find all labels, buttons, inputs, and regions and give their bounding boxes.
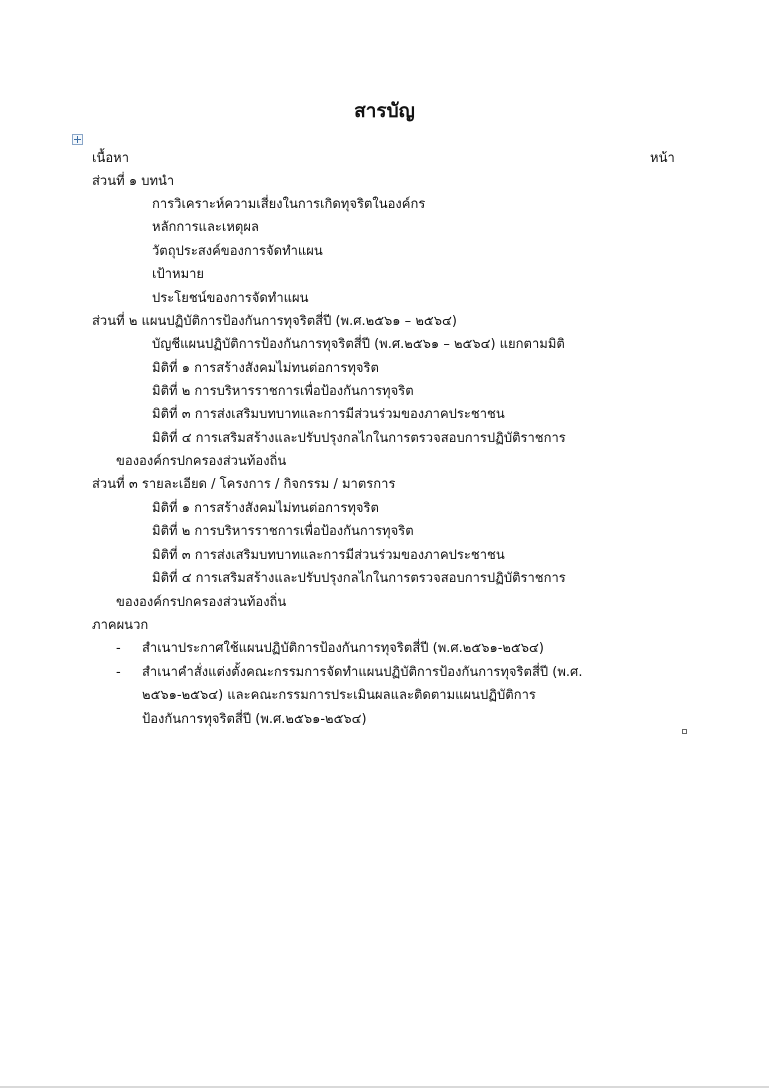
- toc-item: ประโยชน์ของการจัดทำแผน: [152, 291, 309, 306]
- toc-section-2: ส่วนที่ ๒ แผนปฏิบัติการป้องกันการทุจริตสี่ปี (พ.ศ.๒๕๖๑ – ๒๕๖๔): [92, 314, 457, 329]
- toc-appendix-item-continuation: ป้องกันการทุจริตสี่ปี (พ.ศ.๒๕๖๑-๒๕๖๔): [142, 712, 367, 727]
- toc-item: มิติที่ ๑ การสร้างสังคมไม่ทนต่อการทุจริต: [152, 361, 379, 376]
- bullet-dash: -: [116, 665, 121, 680]
- toc-item: เป้าหมาย: [152, 267, 205, 282]
- table-move-handle-icon[interactable]: [72, 134, 83, 145]
- toc-item: มิติที่ ๔ การเสริมสร้างและปรับปรุงกลไกในการตรวจสอบการปฏิบัติราชการ: [152, 431, 566, 446]
- toc-item: มิติที่ ๒ การบริหารราชการเพื่อป้องกันการทุจริต: [152, 524, 414, 539]
- toc-item-continuation: ขององค์กรปกครองส่วนท้องถิ่น: [116, 454, 287, 469]
- toc-item: บัญชีแผนปฏิบัติการป้องกันการทุจริตสี่ปี (พ.ศ.๒๕๖๑ – ๒๕๖๔) แยกตามมิติ: [152, 337, 565, 352]
- bullet-dash: -: [116, 641, 121, 656]
- page-column-header: หน้า: [650, 151, 675, 166]
- toc-item: วัตถุประสงค์ของการจัดทำแผน: [152, 244, 323, 259]
- toc-section-1: ส่วนที่ ๑ บทนำ: [92, 174, 175, 189]
- toc-item-continuation: ขององค์กรปกครองส่วนท้องถิ่น: [116, 595, 287, 610]
- toc-appendix: ภาคผนวก: [92, 618, 149, 633]
- toc-item: มิติที่ ๑ การสร้างสังคมไม่ทนต่อการทุจริต: [152, 501, 379, 516]
- content-column-header: เนื้อหา: [92, 151, 130, 166]
- toc-section-3: ส่วนที่ ๓ รายละเอียด / โครงการ / กิจกรรม / มาตรการ: [92, 477, 396, 492]
- toc-item: การวิเคราะห์ความเสี่ยงในการเกิดทุจริตในองค์กร: [152, 197, 426, 212]
- toc-item: หลักการและเหตุผล: [152, 220, 259, 235]
- toc-item: มิติที่ ๓ การส่งเสริมบทบาทและการมีส่วนร่วมของภาคประชาชน: [152, 407, 505, 422]
- toc-title: สารบัญ: [354, 100, 415, 122]
- toc-appendix-item: สำเนาคำสั่งแต่งตั้งคณะกรรมการจัดทำแผนปฏิบัติการป้องกันการทุจริตสี่ปี (พ.ศ.: [142, 665, 583, 680]
- end-of-cell-marker: [682, 729, 687, 734]
- toc-item: มิติที่ ๒ การบริหารราชการเพื่อป้องกันการทุจริต: [152, 384, 414, 399]
- toc-item: มิติที่ ๔ การเสริมสร้างและปรับปรุงกลไกในการตรวจสอบการปฏิบัติราชการ: [152, 571, 566, 586]
- toc-appendix-item-continuation: ๒๕๖๑-๒๕๖๔) และคณะกรรมการประเมินผลและติดตามแผนปฏิบัติการ: [142, 688, 536, 703]
- toc-appendix-item: สำเนาประกาศใช้แผนปฏิบัติการป้องกันการทุจริตสี่ปี (พ.ศ.๒๕๖๑-๒๕๖๔): [142, 641, 544, 656]
- toc-item: มิติที่ ๓ การส่งเสริมบทบาทและการมีส่วนร่วมของภาคประชาชน: [152, 548, 505, 563]
